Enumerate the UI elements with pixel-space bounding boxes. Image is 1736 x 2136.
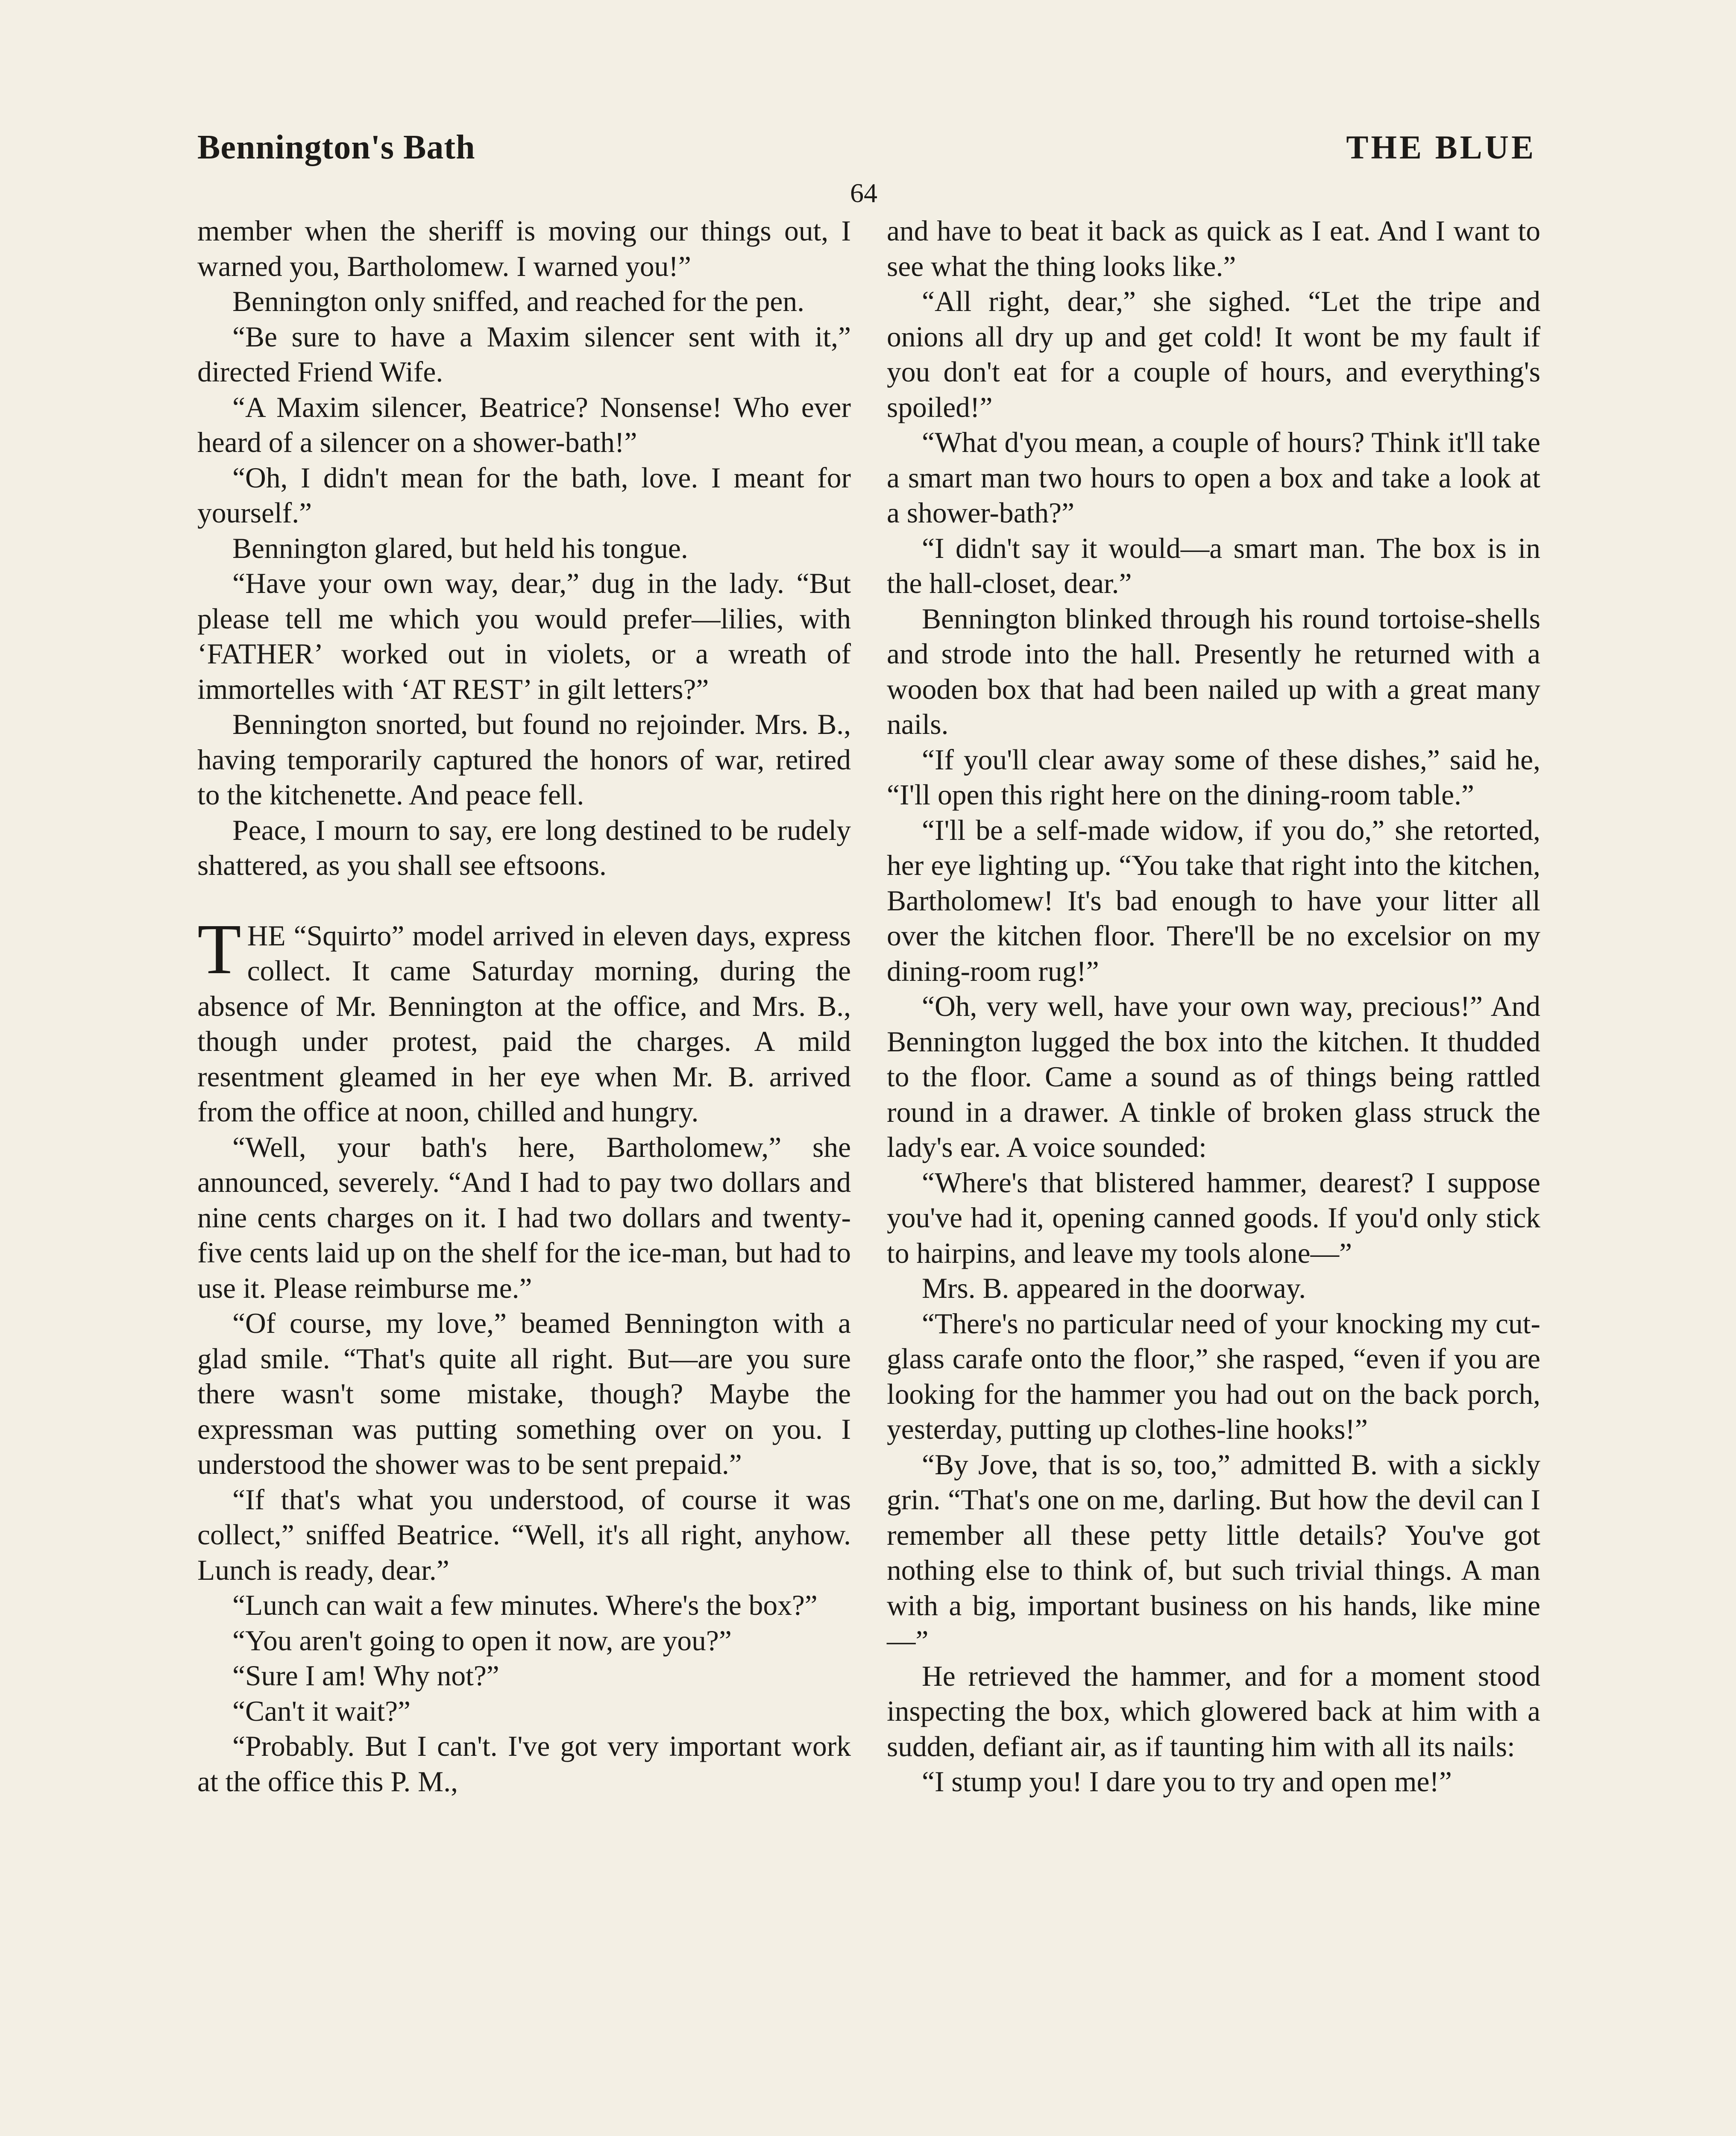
paragraph: “What d'you mean, a couple of hours? Think it'll take a smart man two hours to open a box and take a look at a shower-bath?”: [887, 426, 1540, 529]
paragraph: “Well, your bath's here, Bartholomew,” she announced, severely. “And I had to pay two dollars and nine cents charges on it. I had two dollars and twenty-five cents laid up on the shelf for the ice-man, but had to use it. Please reimburse me.”: [197, 1131, 851, 1304]
paragraph: “By Jove, that is so, too,” admitted B. with a sickly grin. “That's one on me, darling. But how the devil can I remember all these petty little details? You've got nothing else to think of, but such trivial things. A man with a big, important business on his hands, like mine—”: [887, 1448, 1540, 1657]
magazine-name: THE BLUE: [1346, 129, 1536, 166]
paragraph: Bennington blinked through his round tortoise-shells and strode into the hall. Presently he returned with a wooden box that had been nailed up with a great many nails.: [887, 602, 1540, 740]
paragraph: “Can't it wait?”: [232, 1695, 411, 1727]
paragraph: and have to beat it back as quick as I eat. And I want to see what the thing looks like.”: [887, 215, 1540, 282]
section-break: [197, 883, 851, 918]
paragraph: “Sure I am! Why not?”: [232, 1660, 499, 1692]
paragraph: Bennington snorted, but found no rejoinder. Mrs. B., having temporarily captured the honors of war, retired to the kitchenette. And peace fell.: [197, 708, 851, 811]
paragraph: Peace, I mourn to say, ere long destined to be rudely shattered, as you shall see eftsoons.: [197, 814, 851, 881]
paragraph: “If you'll clear away some of these dishes,” said he, “I'll open this right here on the dining-room table.”: [887, 743, 1540, 811]
paragraph: “I'll be a self-made widow, if you do,” she retorted, her eye lighting up. “You take that right into the kitchen, Bartholomew! It's bad enough to have your litter all over the kitchen floor. There'll be no excelsior on my dining-room rug!”: [887, 814, 1540, 987]
opening-text: HE “Squirto” model arrived in eleven days, express collect. It came Saturday morning, during the absence of Mr. Bennington at the office, and Mrs. B., though under protest, paid the charges. A mild resentment gleamed in her eye when Mr. B. arrived from the office at noon, chilled and hungry.: [197, 919, 851, 1128]
paragraph: “A Maxim silencer, Beatrice? Nonsense! Who ever heard of a silencer on a shower-bath!”: [197, 391, 851, 458]
paragraph: He retrieved the hammer, and for a moment stood inspecting the box, which glowered back at him with a sudden, defiant air, as if taunting him with all its nails:: [887, 1660, 1540, 1763]
paragraph: “Be sure to have a Maxim silencer sent with it,” directed Friend Wife.: [197, 320, 851, 388]
left-column: [197, 214, 851, 1799]
paragraph: Bennington only sniffed, and reached for the pen.: [232, 285, 804, 317]
paragraph: “Of course, my love,” beamed Bennington with a glad smile. “That's quite all right. But—are you sure there wasn't some mistake, though? Maybe the expressman was putting something over on you. I understood the shower was to be sent prepaid.”: [197, 1307, 851, 1480]
page-number: 64: [850, 178, 877, 208]
paragraph: “I didn't say it would—a smart man. The box is in the hall-closet, dear.”: [887, 532, 1540, 599]
paragraph: “If that's what you understood, of course it was collect,” sniffed Beatrice. “Well, it's all right, anyhow. Lunch is ready, dear.”: [197, 1483, 851, 1586]
paragraph: “You aren't going to open it now, are you?”: [232, 1624, 732, 1657]
paragraph: “Probably. But I can't. I've got very important work at the office this P. M.,: [197, 1730, 851, 1798]
paragraph: member when the sheriff is moving our things out, I warned you, Bartholomew. I warned you!”: [197, 215, 851, 282]
paragraph: “All right, dear,” she sighed. “Let the tripe and onions all dry up and get cold! It wont be my fault if you don't eat for a couple of hours, and everything's spoiled!”: [887, 285, 1540, 423]
paragraph: “Have your own way, dear,” dug in the lady. “But please tell me which you would prefer—lilies, with ‘FATHER’ worked out in violets, or a wreath of immortelles with ‘AT REST’ in gilt letters?”: [197, 567, 851, 705]
paragraph: “There's no particular need of your knocking my cut-glass carafe onto the floor,” she rasped, “even if you are looking for the hammer you had out on the back porch, yesterday, putting up clothes-line hooks!”: [887, 1307, 1540, 1445]
right-column: [887, 214, 1540, 1800]
paragraph: “Oh, very well, have your own way, precious!” And Bennington lugged the box into the kitchen. It thudded to the floor. Came a sound as of things being rattled round in a drawer. A tinkle of broken glass struck the lady's ear. A voice sounded:: [887, 990, 1540, 1163]
paragraph: “Lunch can wait a few minutes. Where's the box?”: [232, 1589, 818, 1621]
drop-cap: T: [197, 909, 241, 989]
paragraph: “I stump you! I dare you to try and open me!”: [922, 1766, 1452, 1798]
paragraph: Bennington glared, but held his tongue.: [232, 532, 688, 564]
paragraph: Mrs. B. appeared in the doorway.: [922, 1272, 1306, 1304]
paragraph: “Where's that blistered hammer, dearest? I suppose you've had it, opening canned goods. If you'd only stick to hairpins, and leave my tools alone—”: [887, 1166, 1540, 1269]
paragraph: “Oh, I didn't mean for the bath, love. I meant for yourself.”: [197, 461, 851, 529]
running-title: Bennington's Bath: [197, 129, 475, 166]
section-opening-paragraph: [197, 909, 851, 1130]
